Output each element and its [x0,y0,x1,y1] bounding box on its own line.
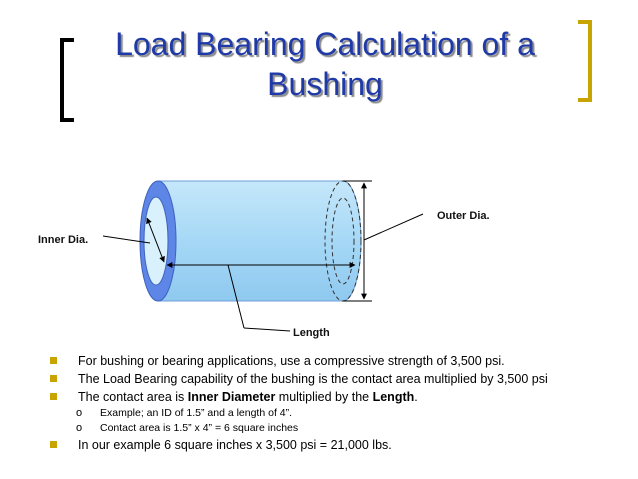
bullet-text: In our example 6 square inches x 3,500 psi = 21,000 lbs. [78,438,392,452]
list-item [50,370,635,388]
bullet-list [50,352,635,454]
sub-bullet-text: Example; an ID of 1.5” and a length of 4”. [100,407,293,419]
list-item [50,388,635,406]
sub-list-item [50,421,635,436]
bullet-text-part: . [414,390,418,404]
inner-dia-label: Inner Dia. [38,234,89,246]
square-bullet-icon [50,357,57,364]
bullet-text: The Load Bearing capability of the bushing is the contact area multiplied by 3,500 psi [78,372,548,386]
bullet-text-part: The contact area is [78,390,188,404]
cylinder-body [158,181,361,301]
page-title: Load Bearing Calculation of a Bushing [115,26,535,102]
square-bullet-icon [50,375,57,382]
outer-dia-leader [364,214,423,240]
sub-list-item [50,406,635,421]
list-item [50,352,635,370]
inner-diameter-emphasis: Inner Diameter [187,390,276,404]
sub-bullet-text: Contact area is 1.5” x 4” = 6 square inches [100,422,299,434]
circle-bullet-icon: o [76,407,83,419]
square-bullet-icon [50,393,57,400]
bullet-text: For bushing or bearing applications, use a compressive strength of 3,500 psi. [78,354,505,368]
circle-bullet-icon: o [76,422,83,434]
list-item [50,436,635,454]
length-emphasis: Length [372,390,415,404]
bullet-text-part: multiplied by the [275,390,373,404]
square-bullet-icon [50,441,57,448]
outer-dia-label: Outer Dia. [437,210,490,222]
bullet-text [78,388,418,406]
length-leader-foot [244,328,290,331]
length-label: Length [293,327,330,339]
